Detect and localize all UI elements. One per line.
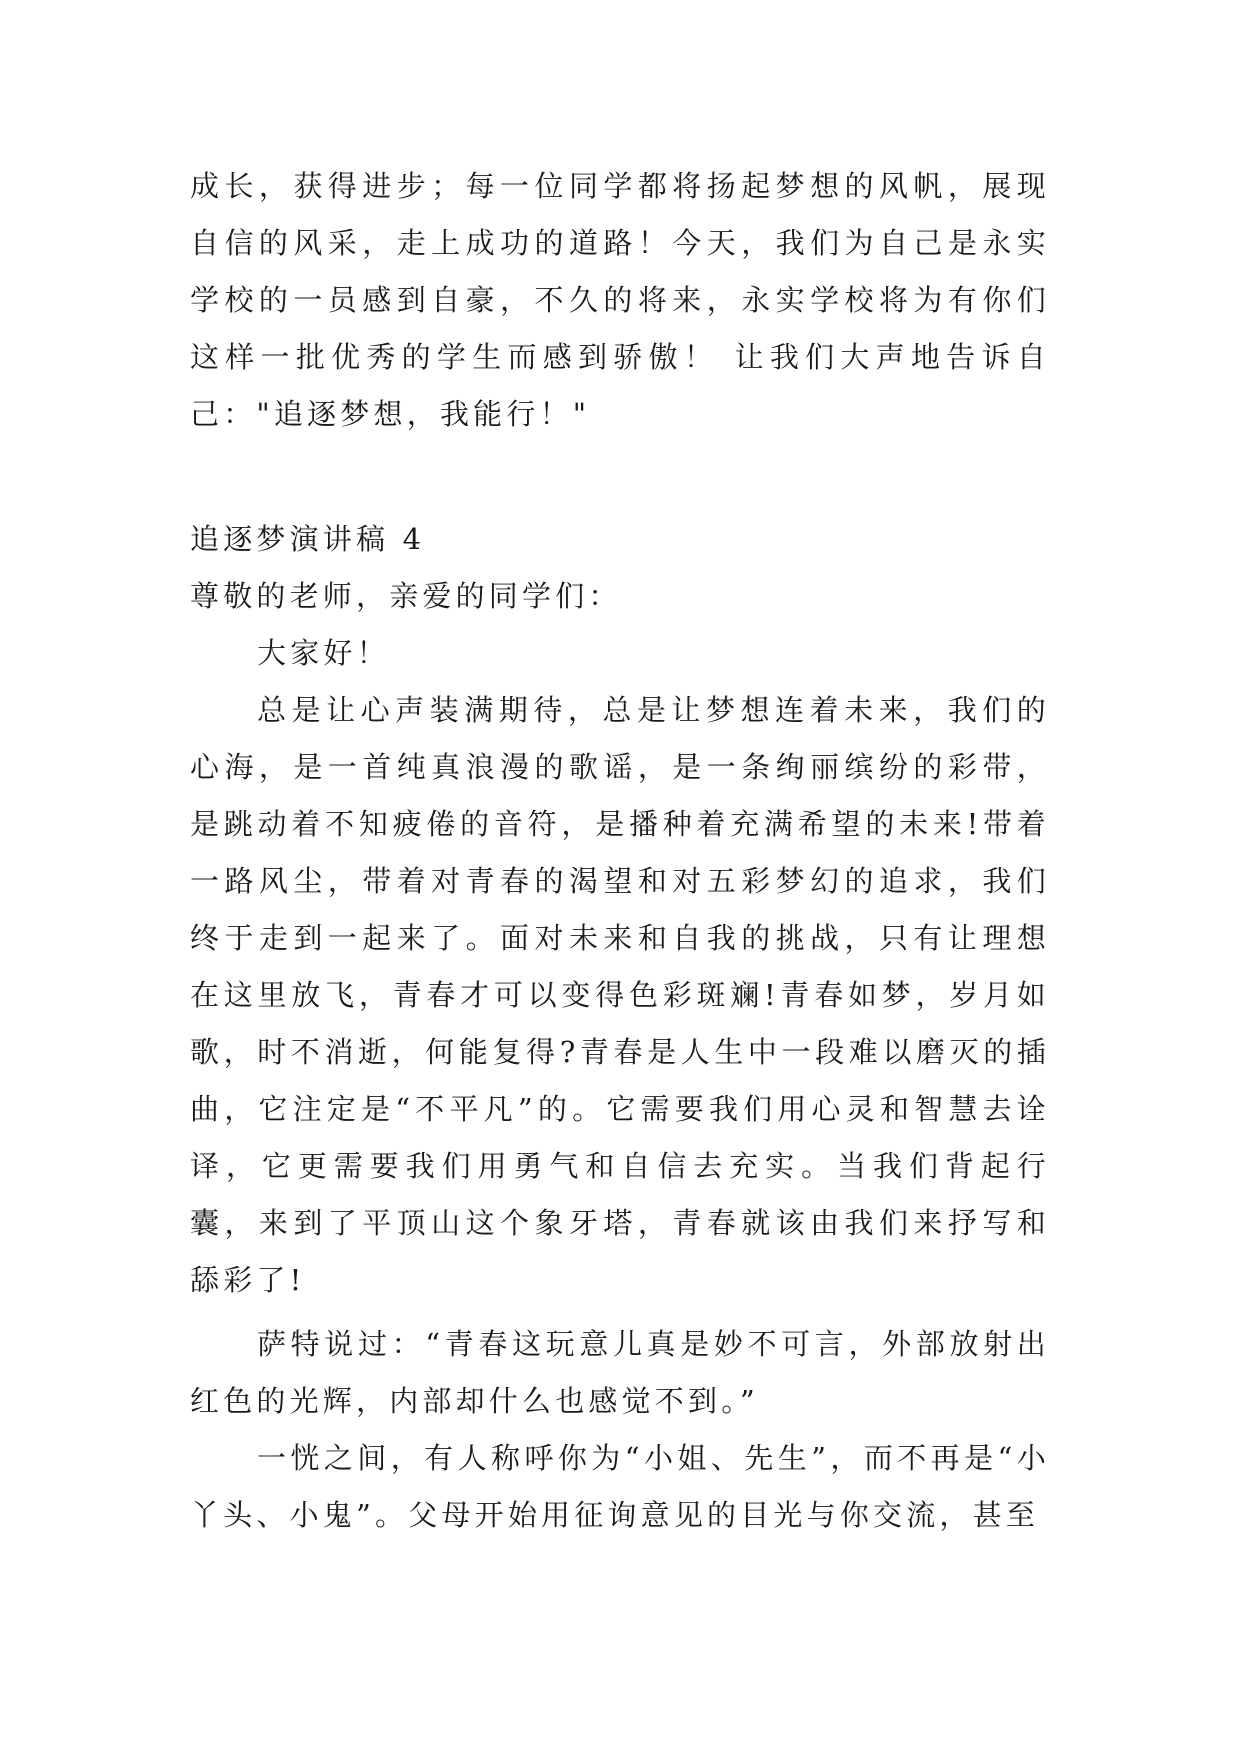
salutation: 尊敬的老师，亲爱的同学们： <box>190 579 622 613</box>
greeting: 大家好！ <box>257 636 390 670</box>
body-paragraph-2: 萨特说过：“青春这玩意儿真是妙不可言，外部放射出红色的光辉，内部却什么也感觉不到。” <box>190 1327 1050 1418</box>
section-title: 追逐梦演讲稿 4 <box>190 522 426 556</box>
continued-paragraph: 成长，获得进步；每一位同学都将扬起梦想的风帆，展现自信的风采，走上成功的道路！今天，我们为自己是永实学校的一员感到自豪，不久的将来，永实学校将为有你们这样一批优秀的学生而感到骄傲！ 让我们大声地告诉自己："追逐梦想，我能行！" <box>190 169 1050 431</box>
body-paragraph-3: 一恍之间，有人称呼你为“小姐、先生”，而不再是“小丫头、小鬼”。父母开始用征询意见的目光与你交流，甚至 <box>190 1441 1050 1532</box>
body-paragraph-1: 总是让心声装满期待，总是让梦想连着未来，我们的心海，是一首纯真浪漫的歌谣，是一条绚丽缤纷的彩带，是跳动着不知疲倦的音符，是播种着充满希望的未来!带着一路风尘，带着对青春的渴望和对五彩梦幻的追求，我们终于走到一起来了。面对未来和自我的挑战，只有让理想在这里放飞，青春才可以变得色彩斑斓!青春如梦，岁月如歌，时不消逝，何能复得?青春是人生中一段难以磨灭的插曲，它注定是“不平凡”的。它需要我们用心灵和智慧去诠译，它更需要我们用勇气和自信去充实。当我们背起行囊，来到了平顶山这个象牙塔，青春就该由我们来抒写和舔彩了! <box>190 693 1050 1297</box>
